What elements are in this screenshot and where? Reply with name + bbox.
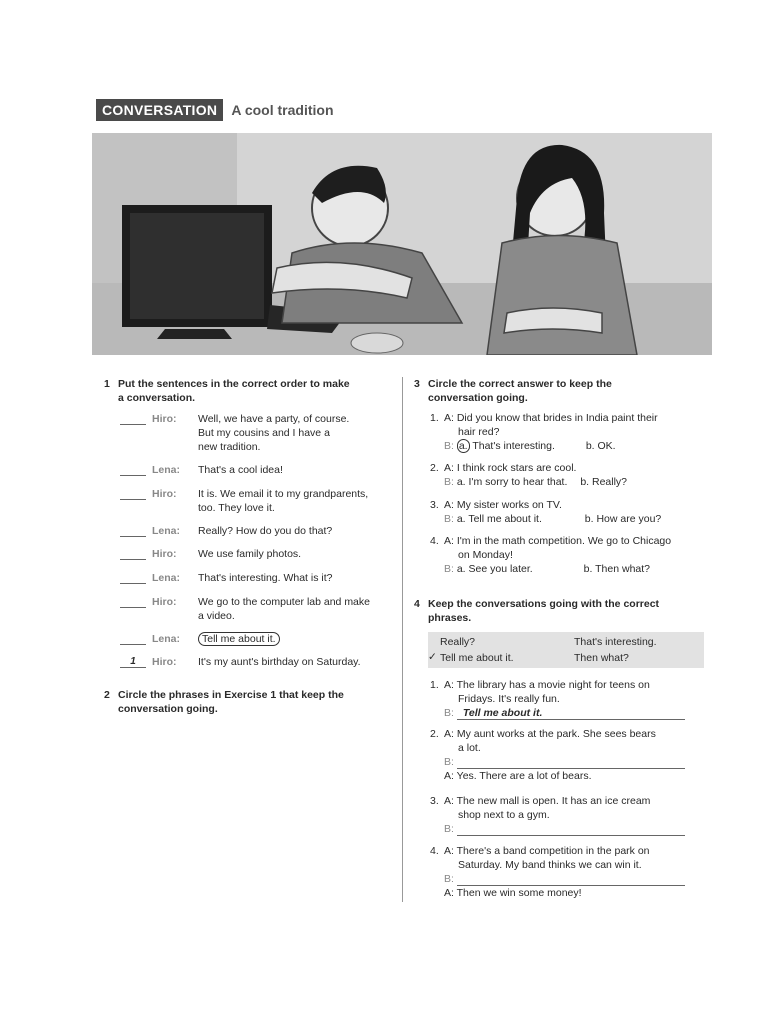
option-b[interactable]: b. How are you? <box>584 513 662 525</box>
dialogue-line <box>198 632 388 646</box>
order-blank[interactable] <box>120 595 146 608</box>
speaker-label: Hiro: <box>152 596 177 608</box>
list-item <box>120 571 388 585</box>
list-item <box>120 655 388 669</box>
order-blank[interactable] <box>120 524 146 537</box>
order-blank[interactable] <box>120 463 146 476</box>
list-item <box>120 412 388 454</box>
two-teens-at-computer-illustration <box>92 133 712 355</box>
option-a[interactable]: a. Tell me about it. <box>456 513 542 525</box>
answer-field[interactable]: Tell me about it. <box>457 706 685 720</box>
phrase: That's interesting. <box>574 636 657 648</box>
exercise-4-title: 4 Keep the conversations going with the correct phrases. <box>414 598 660 624</box>
phrase: Tell me about it. <box>440 652 514 664</box>
dialogue-line: We use family photos. <box>198 548 302 560</box>
list-item: 1. A: The library has a movie night for teens on Fridays. It's really fun. B: Tell me about it. <box>430 678 685 720</box>
answer-field[interactable] <box>457 755 685 769</box>
exercise-2-title: 2 Circle the phrases in Exercise 1 that keep the conversation going. <box>104 689 344 715</box>
list-item <box>120 487 388 515</box>
order-blank[interactable]: 1 <box>120 655 146 668</box>
list-item: 4. A: I'm in the math competition. We go to Chicago on Monday! B: a. See you later. b. Then what? <box>430 535 672 575</box>
list-item <box>120 595 388 623</box>
order-blank[interactable] <box>120 571 146 584</box>
circled-answer[interactable]: a. <box>458 440 468 452</box>
exercise-3 <box>414 377 714 405</box>
order-blank[interactable] <box>120 487 146 500</box>
dialogue-line: That's interesting. What is it? <box>198 572 333 584</box>
speaker-label: Hiro: <box>152 413 177 425</box>
list-item: 3. A: My sister works on TV. B: a. Tell me about it. b. How are you? <box>430 499 662 525</box>
option-a[interactable]: That's interesting. <box>472 440 555 452</box>
phrase: Then what? <box>574 652 629 664</box>
list-item <box>120 632 388 646</box>
list-item: 1. A: Did you know that brides in India paint their hair red? B: a. That's interesting. b. OK. <box>430 412 658 452</box>
dialogue-line: Well, we have a party, of course. But my cousins and I have a new tradition. <box>198 413 350 453</box>
order-blank[interactable] <box>120 547 146 560</box>
speaker-label: Lena: <box>152 633 181 645</box>
list-item: 3. A: The new mall is open. It has an ice cream shop next to a gym. B: <box>430 794 685 836</box>
option-a[interactable]: a. See you later. <box>456 563 533 575</box>
dialogue-line: We go to the computer lab and make a video. <box>198 596 370 622</box>
speaker-label: Lena: <box>152 525 181 537</box>
dialogue-line: That's a cool idea! <box>198 464 283 476</box>
speaker-label: Hiro: <box>152 548 177 560</box>
list-item <box>120 463 388 477</box>
list-item <box>120 524 388 538</box>
option-a[interactable]: a. I'm sorry to hear that. <box>456 476 568 488</box>
speaker-label: Hiro: <box>152 488 177 500</box>
option-b[interactable]: b. Then what? <box>583 563 651 575</box>
list-item: 2. A: I think rock stars are cool. B: a. I'm sorry to hear that. b. Really? <box>430 462 628 488</box>
option-b[interactable]: b. OK. <box>585 440 616 452</box>
illustration <box>92 133 712 355</box>
dialogue-line: It is. We email it to my grandparents, too. They love it. <box>198 488 369 514</box>
list-item <box>120 547 388 561</box>
column-divider <box>402 377 403 902</box>
speaker-label: Lena: <box>152 572 181 584</box>
list-item: 2. A: My aunt works at the park. She sees bears a lot. B: A: Yes. There are a lot of bears. <box>430 727 685 783</box>
list-item: 4. A: There's a band competition in the park on Saturday. My band thinks we can win it. B: A: Then we win some money! <box>430 844 685 900</box>
dialogue-line: Really? How do you do that? <box>198 525 333 537</box>
exercise-4 <box>414 597 714 625</box>
order-blank[interactable] <box>120 412 146 425</box>
section-title: A cool tradition <box>231 102 334 118</box>
section-header <box>96 98 334 122</box>
speaker-label: Hiro: <box>152 656 177 668</box>
exercise-1 <box>104 377 394 405</box>
exercise-3-title: 3 Circle the correct answer to keep the conversation going. <box>414 378 612 404</box>
answer-field[interactable] <box>457 822 685 836</box>
phrase: Really? <box>440 636 476 648</box>
speaker-label: Lena: <box>152 464 181 476</box>
phrase-box <box>428 632 704 668</box>
circled-phrase[interactable]: Tell me about it. <box>198 632 280 646</box>
order-blank[interactable] <box>120 632 146 645</box>
check-icon: ✓ <box>428 651 437 663</box>
dialogue-line: It's my aunt's birthday on Saturday. <box>198 656 361 668</box>
exercise-2 <box>104 688 394 716</box>
exercise-1-title: 1 Put the sentences in the correct order to make a conversation. <box>104 378 350 404</box>
answer-field[interactable] <box>457 872 685 886</box>
section-badge: CONVERSATION <box>96 99 223 121</box>
option-b[interactable]: b. Really? <box>580 476 628 488</box>
